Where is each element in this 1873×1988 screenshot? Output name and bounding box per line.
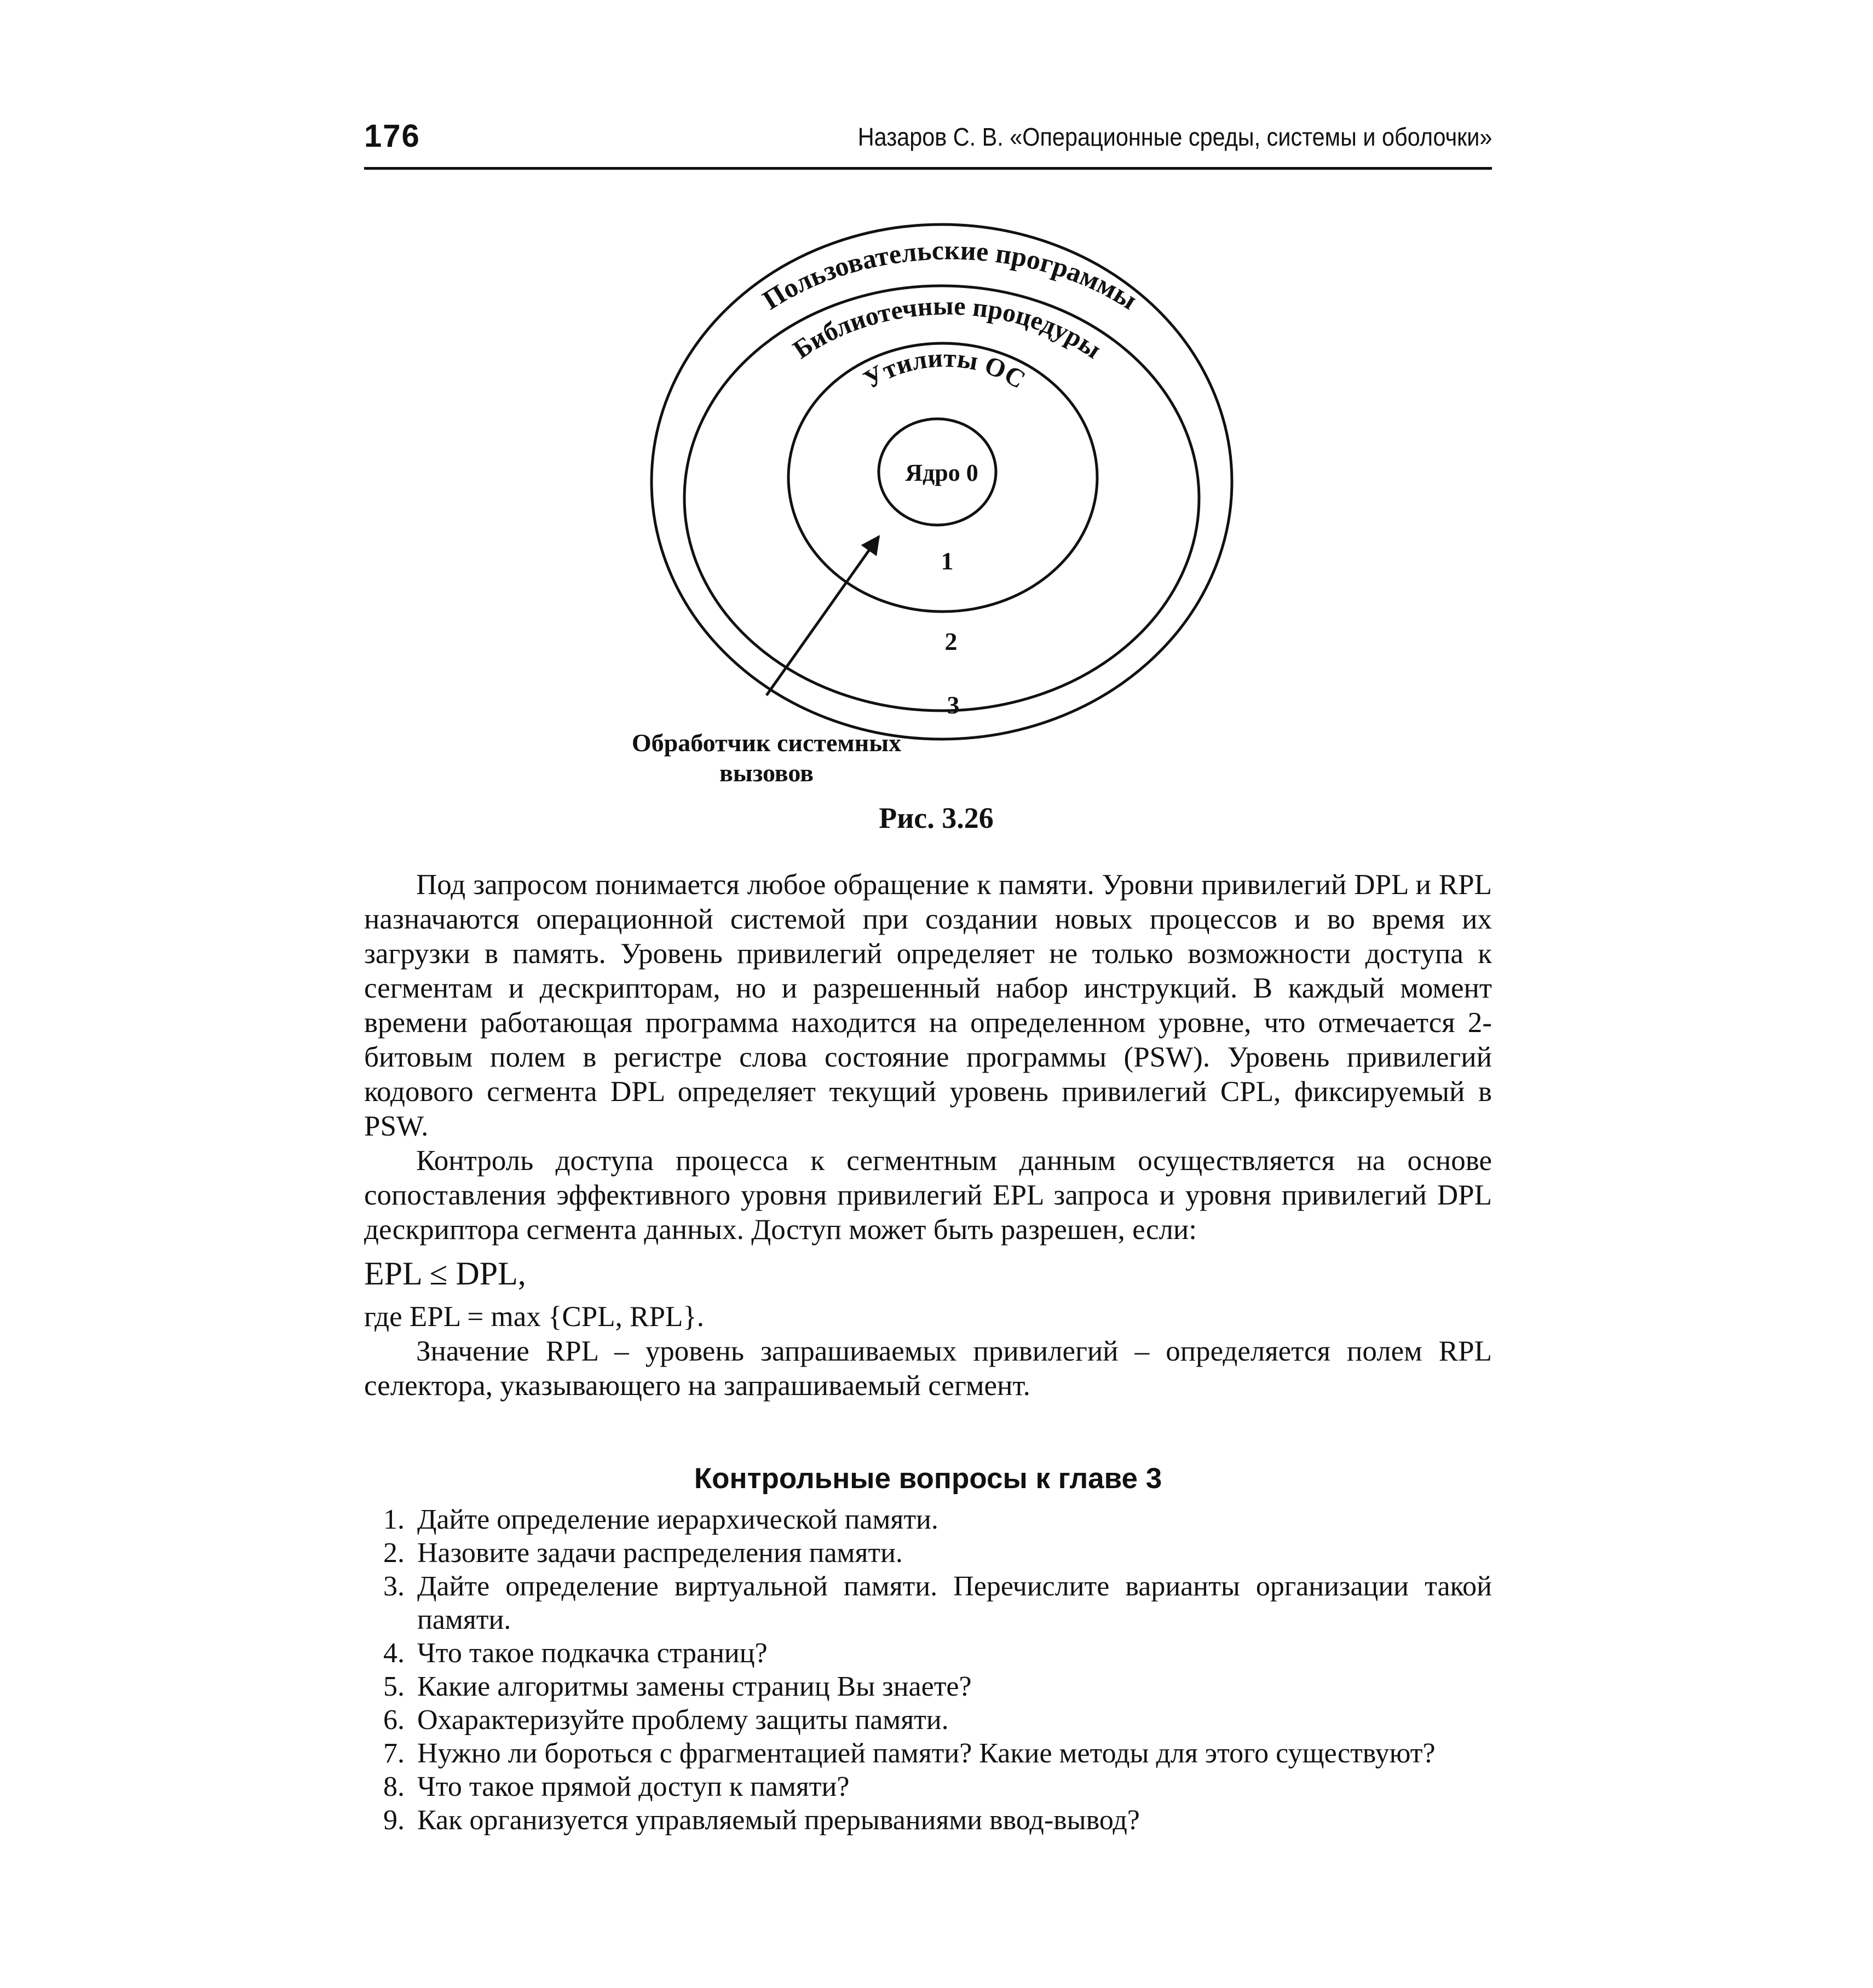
list-item (383, 1803, 1492, 1837)
list-item (383, 1770, 1492, 1803)
list-item (383, 1670, 1492, 1703)
question-number: 6. (383, 1704, 405, 1736)
level-number-1: 1 (941, 547, 954, 575)
label-os-utilities: Утилиты ОС (858, 343, 1030, 395)
list-item (383, 1703, 1492, 1737)
question-text: Дайте определение виртуальной памяти. Перечислите варианты организации такой памяти. (417, 1571, 1492, 1635)
question-text: Как организуется управляемый прерываниями ввод-вывод? (417, 1805, 1140, 1836)
questions-list (383, 1503, 1492, 1837)
question-number: 5. (383, 1671, 405, 1702)
question-number: 9. (383, 1805, 405, 1836)
paragraph-2: Контроль доступа процесса к сегментным данным осуществляется на основе сопоставления эффективного уровня привилегий EPL запроса и уровня привилегий DPL дескриптора сегмента данных. Доступ может быть разрешен, если: (364, 1145, 1492, 1246)
question-text: Что такое подкачка страниц? (417, 1638, 768, 1669)
question-number: 4. (383, 1638, 405, 1669)
question-number: 3. (383, 1571, 405, 1602)
question-number: 1. (383, 1504, 405, 1535)
level-number-2: 2 (944, 627, 958, 655)
list-item (383, 1570, 1492, 1637)
paragraph-3: где EPL = max {CPL, RPL}. (364, 1301, 705, 1333)
question-text: Назовите задачи распределения памяти. (417, 1537, 903, 1569)
question-text: Дайте определение иерархической памяти. (417, 1504, 938, 1535)
formula: EPL ≤ DPL, (364, 1255, 526, 1292)
page-number: 176 (364, 118, 420, 154)
question-text: Нужно ли бороться с фрагментацией памяти? Какие методы для этого существуют? (417, 1738, 1436, 1769)
list-item (383, 1536, 1492, 1570)
list-item (383, 1737, 1492, 1770)
rings-diagram (0, 0, 1873, 854)
section-title: Контрольные вопросы к главе 3 (694, 1462, 1162, 1495)
running-title: Назаров С. В. «Операционные среды, системы и оболочки» (857, 123, 1492, 151)
list-item (383, 1503, 1492, 1536)
paragraph-4: Значение RPL – уровень запрашиваемых привилегий – определяется полем RPL селектора, указывающего на запрашиваемый сегмент. (364, 1335, 1492, 1402)
pointer-label-line2: вызовов (719, 759, 814, 787)
question-number: 8. (383, 1771, 405, 1802)
figure-caption: Рис. 3.26 (879, 802, 994, 834)
body-text (364, 868, 1492, 1403)
label-core: Ядро 0 (905, 459, 978, 486)
list-item (383, 1637, 1492, 1670)
question-number: 7. (383, 1738, 405, 1769)
question-text: Какие алгоритмы замены страниц Вы знаете? (417, 1671, 972, 1702)
privilege-rings-figure (0, 0, 1873, 854)
question-number: 2. (383, 1537, 405, 1569)
label-user-programs: Пользовательские программы (757, 234, 1143, 316)
paragraph-1: Под запросом понимается любое обращение к памяти. Уровни привилегий DPL и RPL назначаются операционной системой при создании новых процессов и во время их загрузки в память. Уровень привилегий определяет не только возможности доступа к сегментам и дескрипторам, но и разрешенный набор инструкций. В каждый момент времени работающая программа находится на определенном уровне, что отмечается 2-битовым полем в регистре слова состояние программы (PSW). Уровень привилегий кодового сегмента DPL определяет текущий уровень привилегий CPL, фиксируемый в PSW. (364, 869, 1492, 1142)
question-text: Охарактеризуйте проблему защиты памяти. (417, 1704, 949, 1736)
level-number-3: 3 (947, 691, 960, 719)
pointer-label-line1: Обработчик системных (631, 729, 902, 757)
question-text: Что такое прямой доступ к памяти? (417, 1771, 850, 1802)
label-library-procedures: Библиотечные процедуры (787, 291, 1106, 365)
